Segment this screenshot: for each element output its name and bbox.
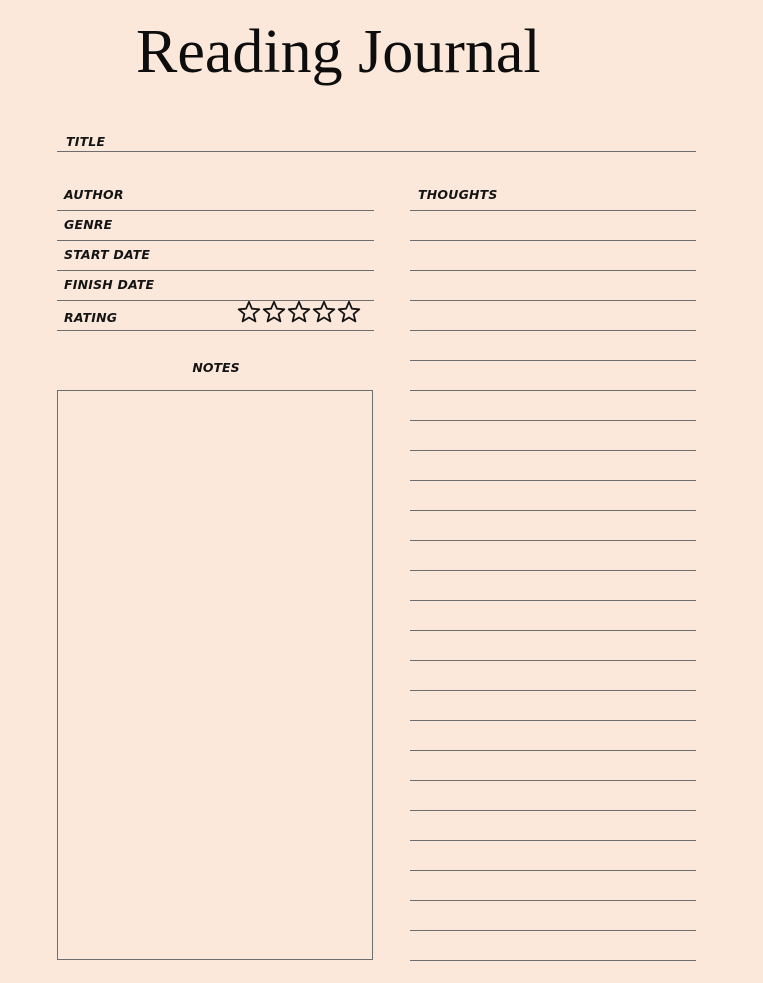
notes-box[interactable] xyxy=(57,390,373,960)
thoughts-line[interactable] xyxy=(410,330,696,331)
thoughts-line[interactable] xyxy=(410,750,696,751)
thoughts-line[interactable] xyxy=(410,390,696,391)
thoughts-line[interactable] xyxy=(410,810,696,811)
thoughts-line[interactable] xyxy=(410,450,696,451)
finish-date-label: FINISH DATE xyxy=(64,277,155,292)
star-icon-4[interactable] xyxy=(312,300,336,324)
thoughts-line[interactable] xyxy=(410,540,696,541)
thoughts-line[interactable] xyxy=(410,780,696,781)
notes-label: NOTES xyxy=(192,360,240,375)
thoughts-line[interactable] xyxy=(410,930,696,931)
thoughts-line[interactable] xyxy=(410,630,696,631)
title-label: TITLE xyxy=(66,134,106,149)
thoughts-line[interactable] xyxy=(410,720,696,721)
thoughts-line[interactable] xyxy=(410,600,696,601)
thoughts-line[interactable] xyxy=(410,570,696,571)
star-icon-1[interactable] xyxy=(237,300,261,324)
rating-label: RATING xyxy=(64,310,118,325)
star-icon-5[interactable] xyxy=(337,300,361,324)
thoughts-line[interactable] xyxy=(410,480,696,481)
thoughts-line[interactable] xyxy=(410,840,696,841)
thoughts-line[interactable] xyxy=(410,900,696,901)
thoughts-line[interactable] xyxy=(410,360,696,361)
thoughts-line[interactable] xyxy=(410,870,696,871)
thoughts-line[interactable] xyxy=(410,300,696,301)
thoughts-line[interactable] xyxy=(410,960,696,961)
title-field-line[interactable] xyxy=(57,151,696,152)
genre-label: GENRE xyxy=(64,217,113,232)
rating-stars[interactable] xyxy=(237,300,361,324)
thoughts-line[interactable] xyxy=(410,420,696,421)
author-label: AUTHOR xyxy=(64,187,124,202)
thoughts-line[interactable] xyxy=(410,210,696,211)
thoughts-line[interactable] xyxy=(410,270,696,271)
author-field-line[interactable] xyxy=(57,210,374,211)
thoughts-line[interactable] xyxy=(410,240,696,241)
thoughts-line[interactable] xyxy=(410,510,696,511)
rating-field-line xyxy=(57,330,374,331)
thoughts-line[interactable] xyxy=(410,660,696,661)
thoughts-line[interactable] xyxy=(410,690,696,691)
start-date-field-line[interactable] xyxy=(57,270,374,271)
genre-field-line[interactable] xyxy=(57,240,374,241)
thoughts-label: THOUGHTS xyxy=(418,187,498,202)
start-date-label: START DATE xyxy=(64,247,151,262)
page-title: Reading Journal xyxy=(136,18,541,86)
star-icon-3[interactable] xyxy=(287,300,311,324)
star-icon-2[interactable] xyxy=(262,300,286,324)
